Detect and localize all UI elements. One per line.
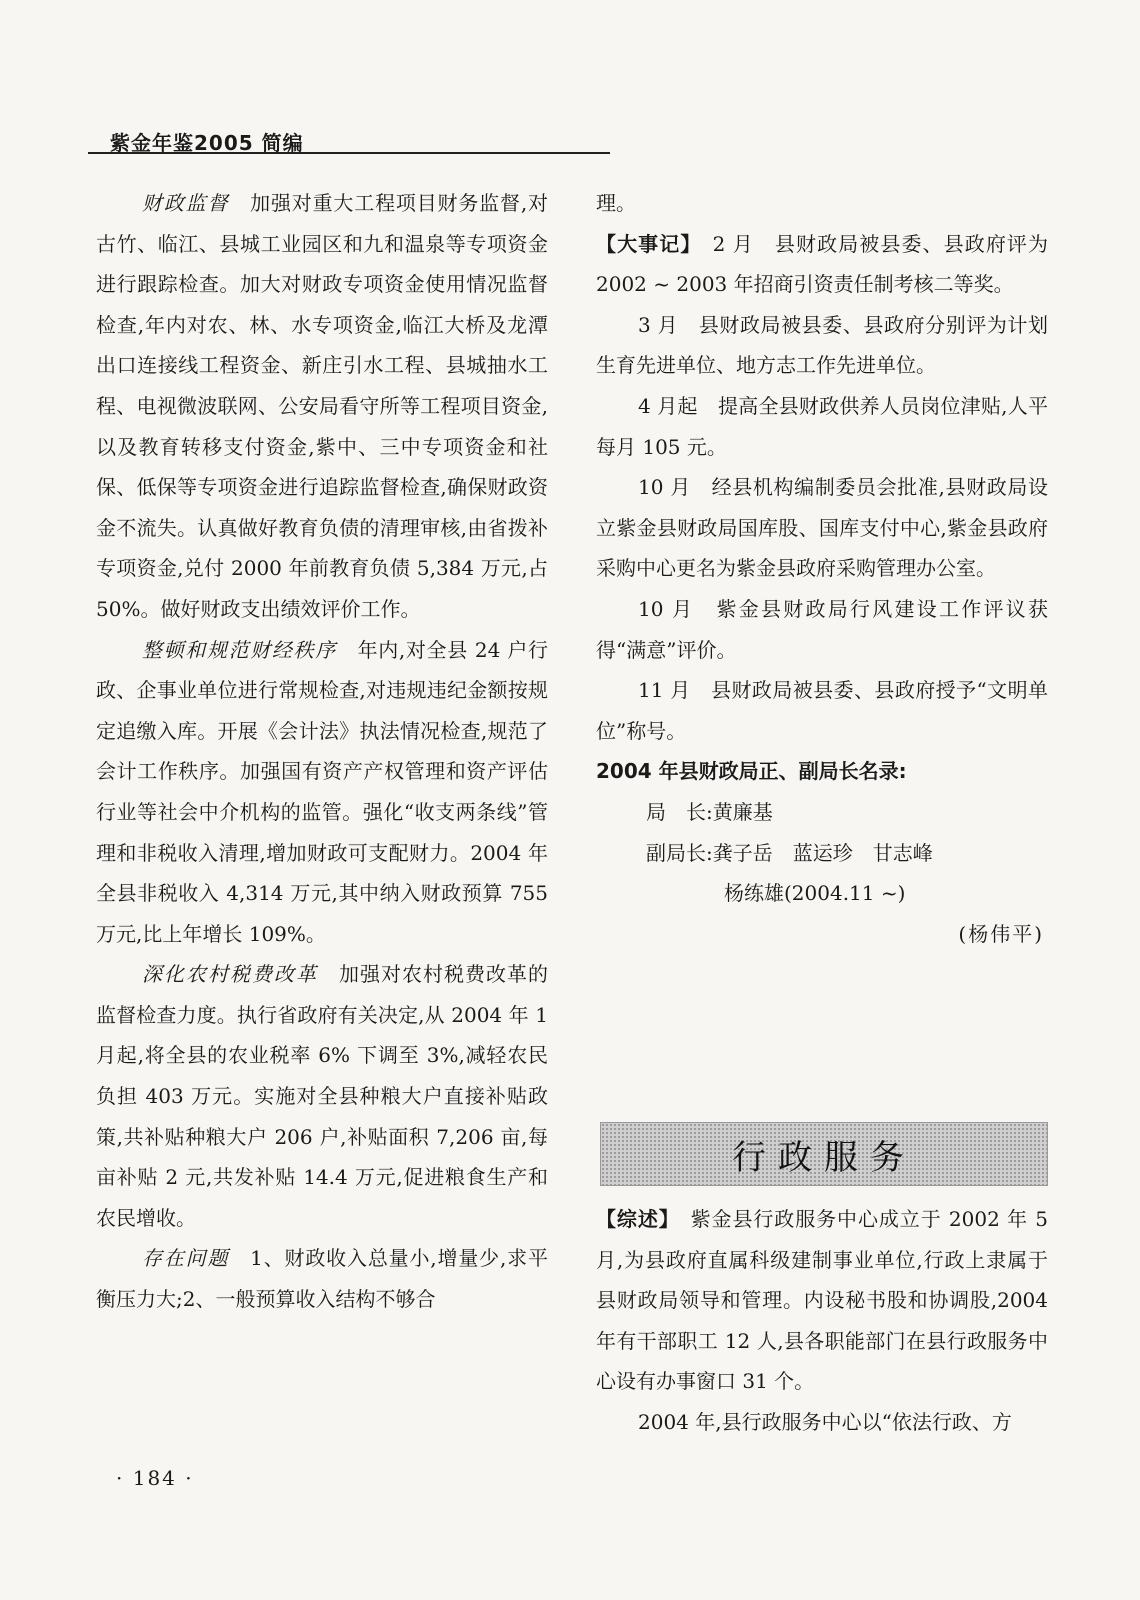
page-number: · 184 ·: [116, 1466, 194, 1490]
roster-deputy-cont: 杨练雄(2004.11 ~): [724, 881, 906, 906]
event-item: 11 月 县财政局被县委、县政府授予“文明单位”称号。: [596, 678, 1048, 743]
event-item: [596, 224, 1048, 305]
events-label: 【大事记】: [596, 231, 692, 256]
event-text: 2 月 县财政局被县委、县政府评为 2002 ~ 2003 年招商引资责任制考核二等奖。: [596, 231, 1049, 297]
event-item: 3 月 县财政局被县委、县政府分别评为计划生育先进单位、地方志工作先进单位。: [596, 312, 1048, 378]
running-header: 紫金年鉴2005 简编: [110, 131, 304, 155]
paragraph-lead: 存在问题: [142, 1246, 230, 1271]
right-column: [596, 183, 1048, 954]
summary-label: 【综述】: [596, 1207, 670, 1231]
paragraph-lead: 深化农村税费改革: [142, 962, 318, 987]
paragraph-fiscal-supervision: [96, 183, 548, 630]
paragraph-text: 1、财政收入总量小,增量少,求平衡压力大;2、一般预算收入结构不够合: [96, 1246, 548, 1312]
paragraph-text: 加强对重大工程项目财务监督,对古竹、临江、县城工业园区和九和温泉等专项资金进行跟踪检查。加大对财政专项资金使用情况监督检查,年内对农、林、水专项资金,临江大桥及龙潭出口连接线工程资金、新庄引水工程、县城抽水工程、电视微波联网、公安局看守所等工程项目资金,以及教育转移支付资金,紫中、三中专项资金和社保、低保等专项资金进行追踪监督检查,确保财政资金不流失。认真做好教育负债的清理审核,由省拨补专项资金,兑付 2000 年前教育负债 5,384 万元,占 50%。做好财政支出绩效评价工作。: [96, 191, 549, 621]
left-column: [96, 183, 548, 1320]
paragraph-existing-problems: [96, 1238, 548, 1319]
summary-text: 紫金县行政服务中心成立于 2002 年 5 月,为县政府直属科级建制事业单位,行政上隶属于县财政局领导和管理。内设秘书股和协调股,2004 年有干部职工 12 人,县各职能部门在县行政服务中心设有办事窗口 31 个。: [596, 1207, 1049, 1394]
section-banner: [600, 1122, 1048, 1186]
roster-deputies: 副局长:龚子岳 蓝运珍 甘志峰: [646, 840, 933, 865]
continuation-text: 理。: [596, 191, 636, 215]
section-title: 行政服务: [732, 1137, 916, 1178]
event-item: 10 月 经县机构编制委员会批准,县财政局设立紫金县财政局国库股、国库支付中心,紫金县政府采购中心更名为紫金县政府采购管理办公室。: [596, 475, 1048, 581]
paragraph-text: 加强对农村税费改革的监督检查力度。执行省政府有关决定,从 2004 年 1 月起,将全县的农业税率 6% 下调至 3%,减轻农民负担 403 万元。实施对全县种粮大户直接补贴政策,共补贴种粮大户 206 户,补贴面积 7,206 亩,每亩补贴 2 元,共发补贴 14.4 万元,促进粮食生产和农民增收。: [96, 962, 548, 1230]
paragraph-lead: 财政监督: [142, 191, 230, 215]
right-column-lower: [596, 1199, 1048, 1443]
roster-director: 局 长:黄廉基: [646, 799, 773, 824]
roster-title: 2004 年县财政局正、副局长名录:: [596, 759, 907, 784]
last-paragraph: 2004 年,县行政服务中心以“依法行政、方: [638, 1409, 1012, 1434]
header-rule: [88, 152, 610, 154]
event-item: 4 月起 提高全县财政供养人员岗位津贴,人平每月 105 元。: [596, 393, 1048, 459]
summary-paragraph: [596, 1199, 1048, 1402]
paragraph-financial-order: [96, 630, 548, 955]
author-credit: (杨伟平): [958, 921, 1044, 946]
paragraph-text: 年内,对全县 24 户行政、企事业单位进行常规检查,对违规违纪金额按规定追缴入库。开展《会计法》执法情况检查,规范了会计工作秩序。加强国有资产产权管理和资产评估行业等社会中介机构的监管。强化“收支两条线”管理和非税收入清理,增加财政可支配财力。2004 年全县非税收入 4,314 万元,其中纳入财政预算 755 万元,比上年增长 109%。: [96, 637, 548, 946]
event-item: 10 月 紫金县财政局行风建设工作评议获得“满意”评价。: [596, 596, 1048, 662]
paragraph-rural-tax-reform: [96, 954, 548, 1238]
paragraph-lead: 整顿和规范财经秩序: [142, 637, 337, 662]
